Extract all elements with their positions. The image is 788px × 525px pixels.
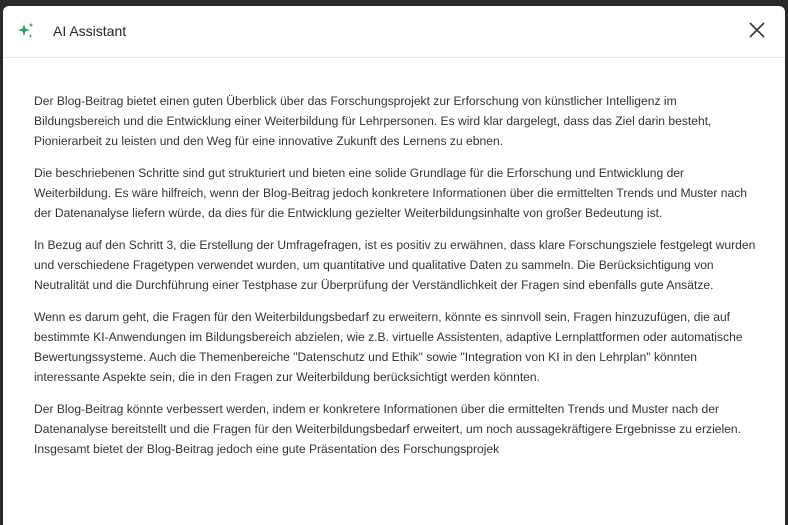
response-paragraph: Die beschriebenen Schritte sind gut strukturiert und bieten eine solide Grundlage für die Erforschung und Entwicklung der Weiterbildung. Es wäre hilfreich, wenn der Blog-Beitrag jedoch konkretere Informationen über die ermittelten Trends und Muster nach der Datenanalyse liefern würde, da dies für die Entwicklung gezielter Weiterbildungsinhalte von großer Bedeutung ist. [34,166,748,220]
ai-assistant-dialog [3,6,785,525]
sparkle-icon [16,21,36,41]
dialog-title: AI Assistant [53,23,127,39]
response-paragraph: Der Blog-Beitrag bietet einen guten Überblick über das Forschungsprojekt zur Erforschung von künstlicher Intelligenz im Bildungsbereich und die Entwicklung einer Weiterbildung für Lehrpersonen. Es wird klar dargelegt, dass das Ziel darin besteht, Pionierarbeit zu leisten und den Weg für eine innovative Zukunft des Lernens zu ebnen. [34,94,712,148]
dialog-header [3,6,785,58]
response-paragraph: Der Blog-Beitrag könnte verbessert werden, indem er konkretere Informationen über die ermittelten Trends und Muster nach der Datenanalyse bereitstellt und die Fragen für den Weiterbildungsbedarf erweitert, um noch aussagekräftigere Ergebnisse zu erzielen. Insgesamt bietet der Blog-Beitrag jedoch eine gute Präsentation des Forschungsprojek [34,402,741,456]
close-button[interactable] [745,19,769,43]
assistant-response [34,91,756,471]
close-icon [749,22,765,41]
response-paragraph: In Bezug auf den Schritt 3, die Erstellung der Umfragefragen, ist es positiv zu erwähnen, dass klare Forschungsziele festgelegt wurden und verschiedene Fragetypen verwendet wurden, um quantitative und qualitative Daten zu sammeln. Die Berücksichtigung von Neutralität und die Durchführung einer Testphase zur Überprüfung der Verständlichkeit der Fragen sind ebenfalls gute Ansätze. [34,238,756,292]
response-paragraph: Wenn es darum geht, die Fragen für den Weiterbildungsbedarf zu erweitern, könnte es sinnvoll sein, Fragen hinzuzufügen, die auf bestimmte KI-Anwendungen im Bildungsbereich abzielen, wie z.B. virtuelle Assistenten, adaptive Lernplattformen oder automatische Bewertungssysteme. Auch die Themenbereiche "Datenschutz und Ethik" sowie "Integration von KI in den Lehrplan" könnten interessante Aspekte sein, die in den Fragen zur Weiterbildung berücksichtigt werden könnten. [34,310,743,384]
